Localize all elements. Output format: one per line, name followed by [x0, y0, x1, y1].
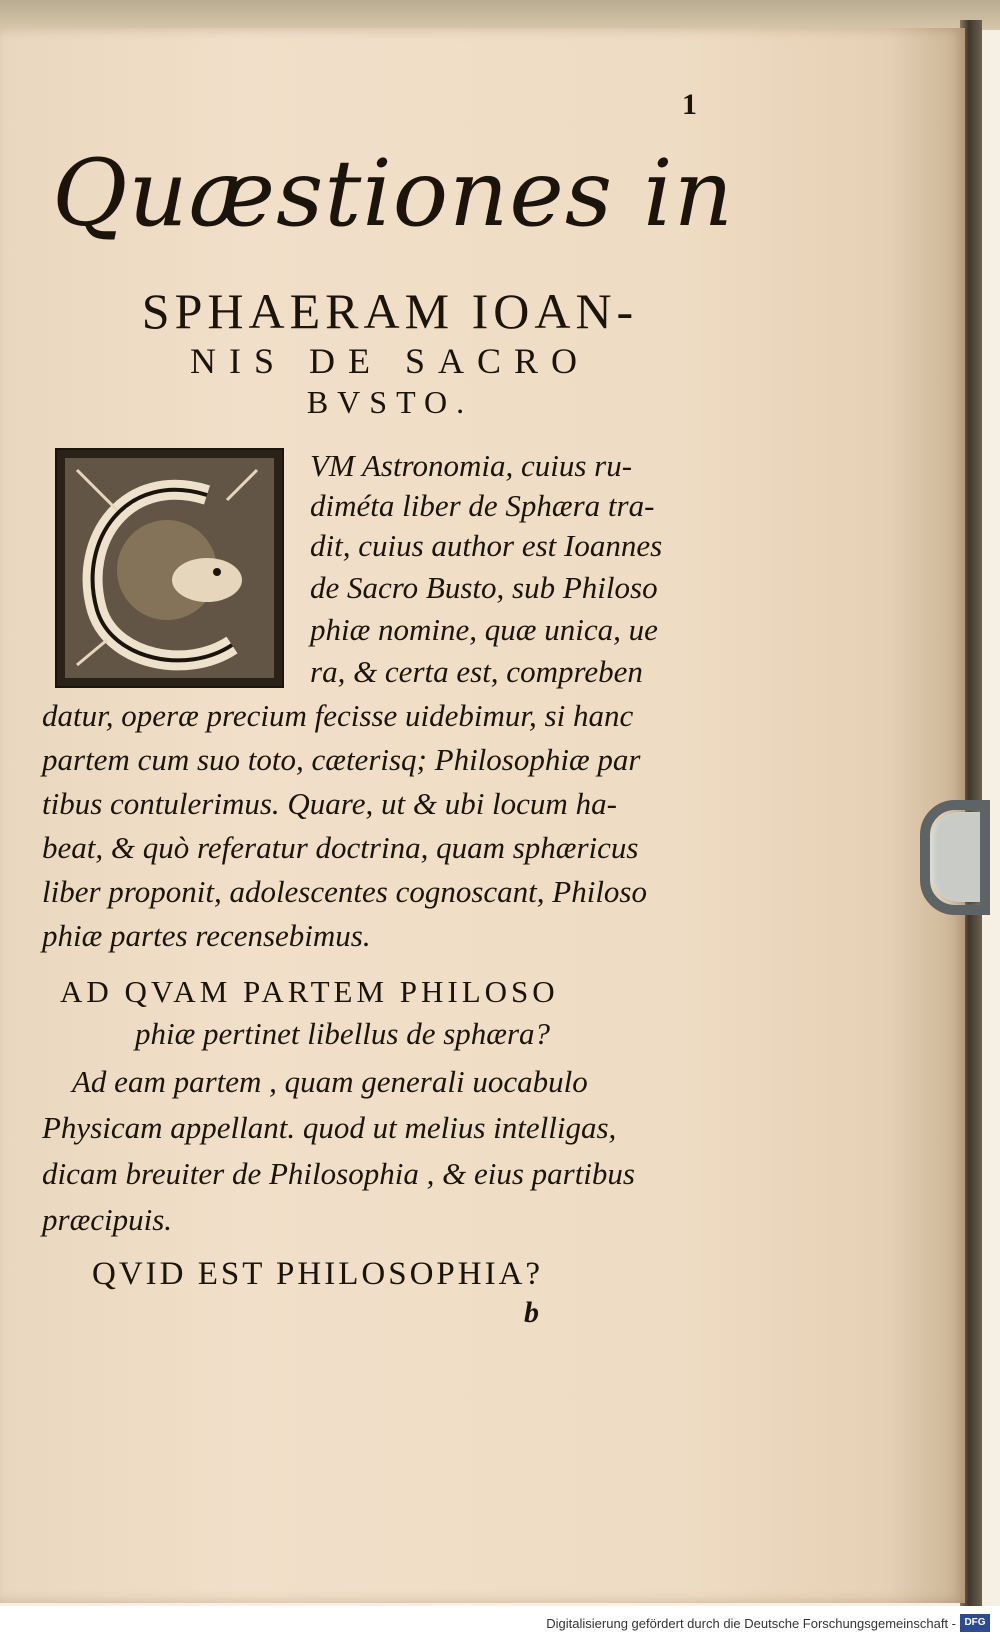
- text-line: beat, & quò referatur doctrina, quam sphæricus: [42, 830, 639, 865]
- dfg-logo: DFG: [960, 1614, 990, 1632]
- text-line: phiæ nomine, quæ unica, ue: [310, 612, 658, 647]
- title-line-3: BVSTO.: [306, 384, 474, 420]
- text-line: præcipuis.: [42, 1202, 173, 1237]
- text-line: ra, & certa est, compreben: [310, 654, 643, 689]
- text-line: partem cum suo toto, cæterisq; Philosophiæ par: [42, 742, 641, 777]
- folio-number: 1: [682, 88, 697, 121]
- text-line: Ad eam partem , quam generali uocabulo: [72, 1064, 588, 1099]
- footer-credit: Digitalisierung gefördert durch die Deutsche Forschungsgemeinschaft -: [546, 1616, 956, 1631]
- book-top-edge: [0, 0, 1000, 30]
- text-line: phiæ partes recensebimus.: [42, 918, 371, 953]
- text-line: diméta liber de Sphæra tra-: [310, 488, 655, 523]
- signature-mark: b: [524, 1296, 539, 1329]
- text-line: liber proponit, adolescentes cognoscant, Philoso: [42, 874, 647, 909]
- page-title: Quæstiones in: [52, 140, 734, 247]
- woodcut-initial-image: [57, 450, 282, 686]
- text-line: dicam breuiter de Philosophia , & eius partibus: [42, 1156, 635, 1191]
- page-clip: [920, 800, 990, 915]
- title-line-1: SPHAERAM IOAN-: [141, 283, 639, 339]
- section-heading-sub: phiæ pertinet libellus de sphæra?: [135, 1016, 551, 1051]
- text-line: de Sacro Busto, sub Philoso: [310, 570, 658, 605]
- decorated-initial-c: [55, 448, 284, 688]
- title-line-2: NIS DE SACRO: [189, 341, 591, 381]
- text-line: Physicam appellant. quod ut melius intelligas,: [42, 1110, 617, 1145]
- text-line: VM Astronomia, cuius ru-: [310, 448, 633, 483]
- text-line: tibus contulerimus. Quare, ut & ubi locum ha-: [42, 786, 617, 821]
- section-heading: AD QVAM PARTEM PHILOSO: [60, 974, 559, 1009]
- text-line: datur, operæ precium fecisse uidebimur, si hanc: [42, 698, 634, 733]
- section-heading: QVID EST PHILOSOPHIA?: [92, 1256, 544, 1292]
- text-line: dit, cuius author est Ioannes: [310, 528, 663, 563]
